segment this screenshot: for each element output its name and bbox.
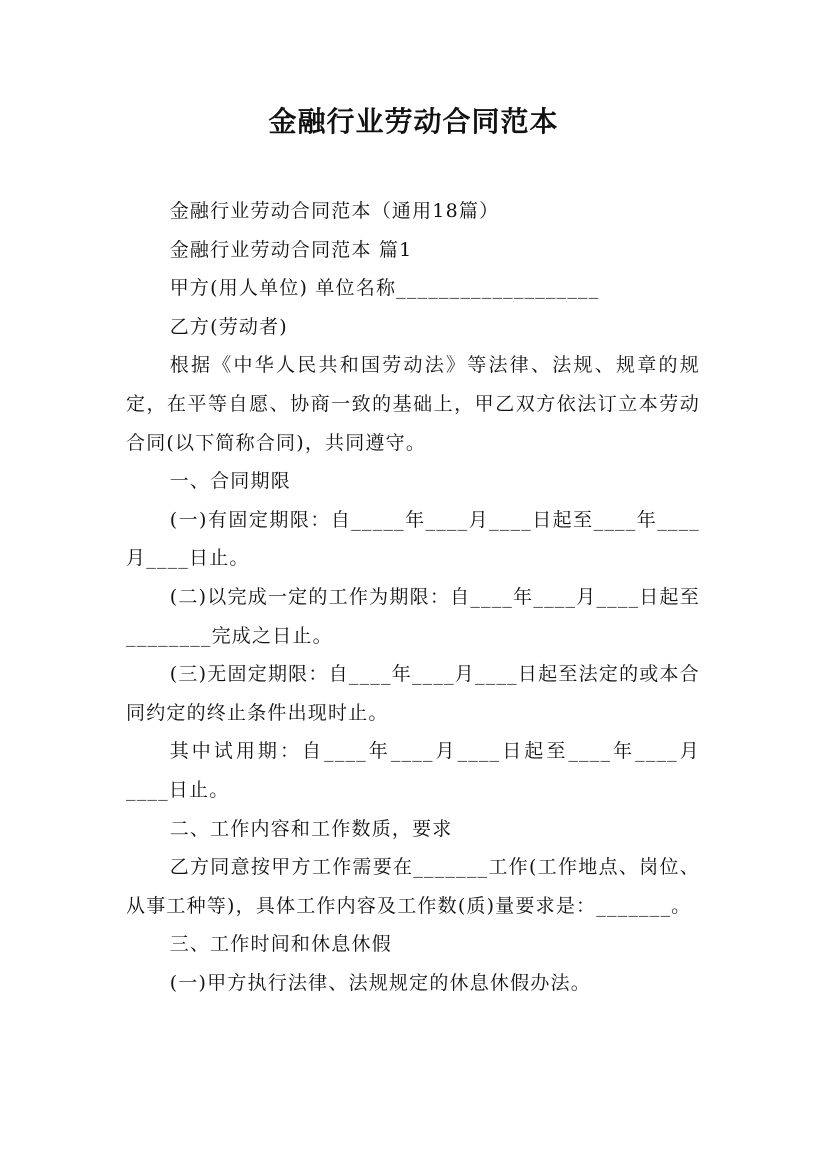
clause-probation: 其中试用期：自____年____月____日起至____年____月____日止。 <box>126 740 700 801</box>
document-title: 金融行业劳动合同范本 <box>268 105 559 138</box>
preamble-paragraph: 根据《中华人民共和国劳动法》等法律、法规、规章的规定，在平等自愿、协商一致的基础上，甲乙双方依法订立本劳动合同(以下简称合同)，共同遵守。 <box>126 354 700 454</box>
subtitle-paragraph: 金融行业劳动合同范本（通用18篇） <box>169 200 500 222</box>
clause-heading-hours: 三、工作时间和休息休假 <box>169 933 392 956</box>
clause-task-term: (二)以完成一定的工作为期限：自____年____月____日起至________完成之日止。 <box>126 585 700 647</box>
document-body <box>126 192 700 1002</box>
clause-heading-term: 一、合同期限 <box>169 470 291 493</box>
section-heading-1: 金融行业劳动合同范本 篇1 <box>169 238 413 261</box>
party-a-line: 甲方(用人单位) 单位名称___________________ <box>169 277 600 300</box>
clause-work-content: 乙方同意按甲方工作需要在_______工作(工作地点、岗位、从事工种等)，具体工作内容及工作数(质)量要求是：_______。 <box>126 856 700 917</box>
clause-heading-work: 二、工作内容和工作数质，要求 <box>169 817 453 840</box>
clause-rest-policy: (一)甲方执行法律、法规规定的休息休假办法。 <box>169 971 591 994</box>
party-b-line: 乙方(劳动者) <box>169 315 288 338</box>
clause-open-term: (三)无固定期限：自____年____月____日起至法定的或本合同约定的终止条件出现时止。 <box>126 663 700 724</box>
clause-fixed-term: (一)有固定期限：自_____年____月____日起至____年____月____日止。 <box>126 508 700 570</box>
